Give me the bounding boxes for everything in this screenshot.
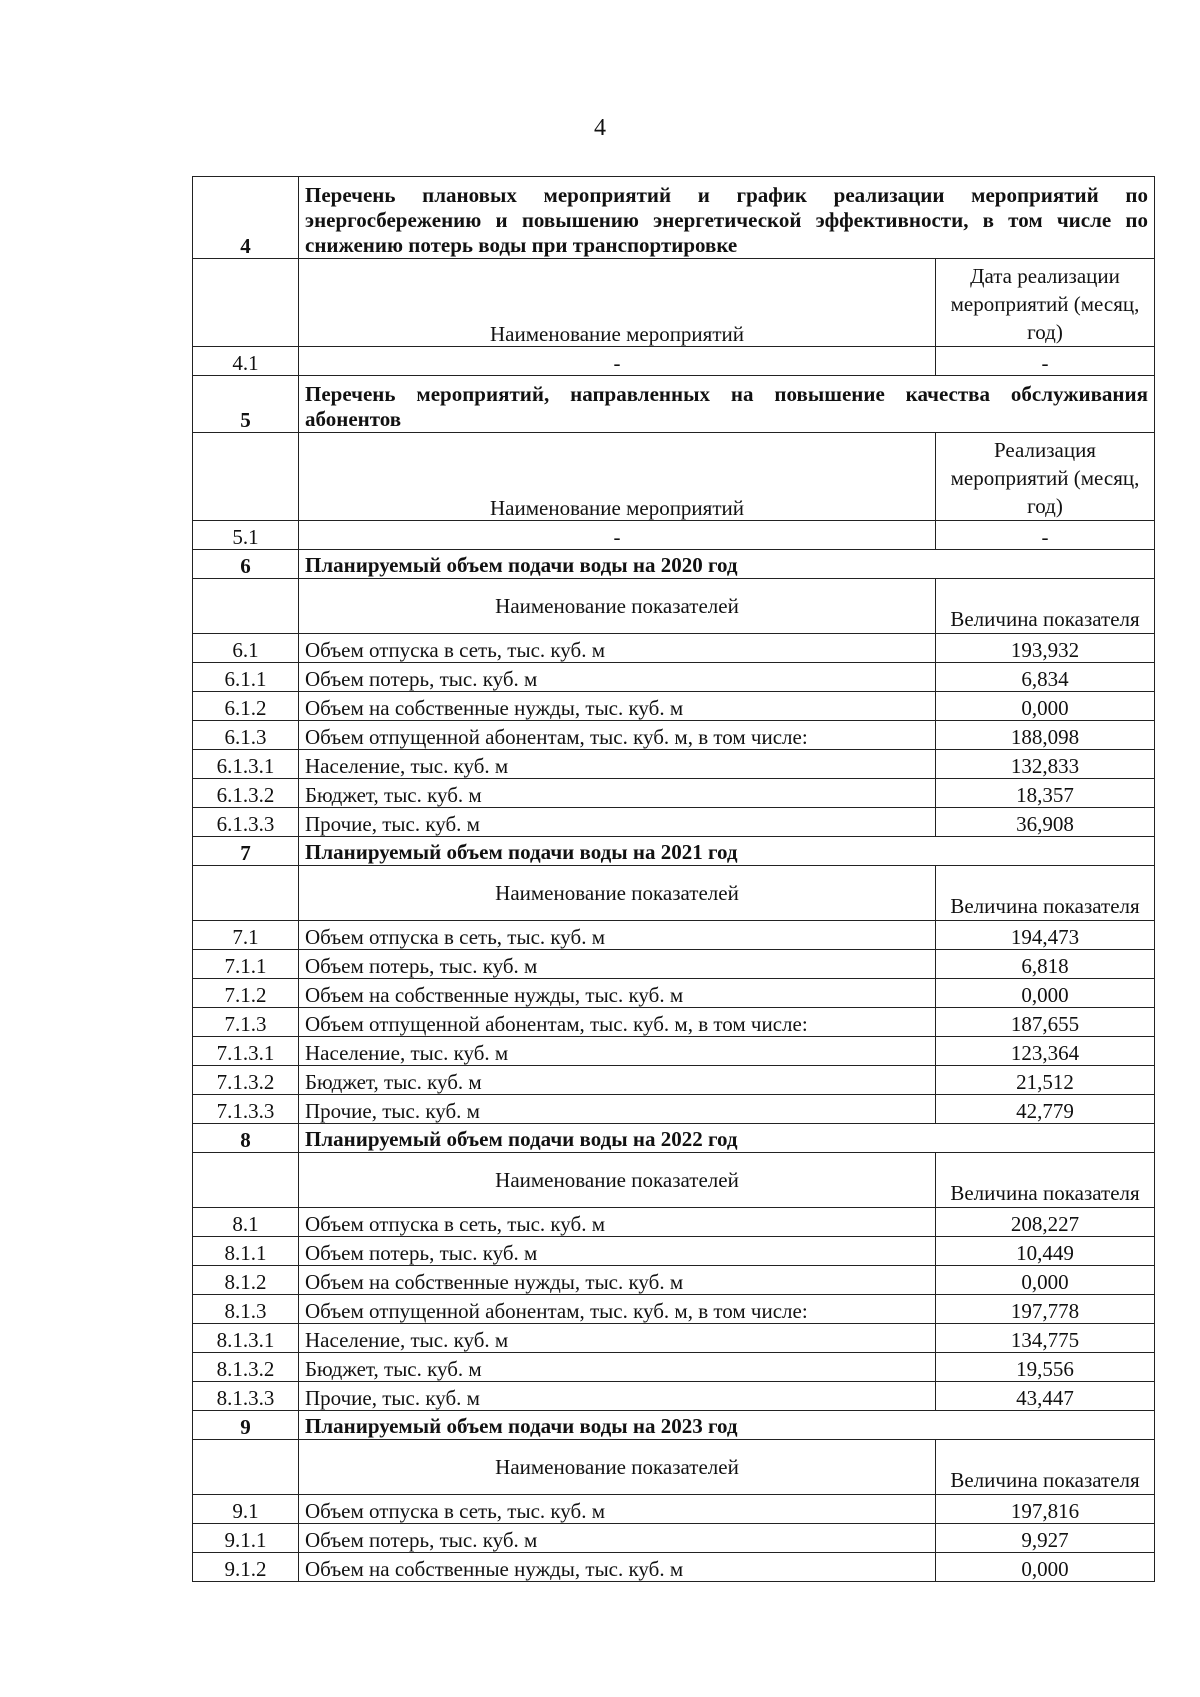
row-value: 19,556	[936, 1353, 1155, 1382]
row-name: Объем отпуска в сеть, тыс. куб. м	[299, 921, 936, 950]
row-name: -	[299, 521, 936, 550]
table-row	[193, 1037, 1155, 1066]
row-number: 8.1	[193, 1208, 299, 1237]
column-header-name: Наименование показателей	[299, 866, 936, 921]
column-header-name: Наименование показателей	[299, 1153, 936, 1208]
row-value: 0,000	[936, 979, 1155, 1008]
row-name: Объем на собственные нужды, тыс. куб. м	[299, 692, 936, 721]
section-number: 7	[193, 837, 299, 866]
row-number: 7.1.2	[193, 979, 299, 1008]
row-number: 9.1	[193, 1495, 299, 1524]
row-value: 0,000	[936, 1553, 1155, 1582]
row-number: 6.1.1	[193, 663, 299, 692]
row-name: Объем потерь, тыс. куб. м	[299, 663, 936, 692]
table-row	[193, 692, 1155, 721]
column-header-name: Наименование показателей	[299, 579, 936, 634]
row-name: Прочие, тыс. куб. м	[299, 808, 936, 837]
row-value: -	[936, 347, 1155, 376]
table-row	[193, 1095, 1155, 1124]
row-value: 9,927	[936, 1524, 1155, 1553]
header-row	[193, 866, 1155, 921]
row-number: 8.1.3.2	[193, 1353, 299, 1382]
table-row	[193, 347, 1155, 376]
empty-cell	[193, 259, 299, 347]
row-value: 43,447	[936, 1382, 1155, 1411]
row-name: Прочие, тыс. куб. м	[299, 1095, 936, 1124]
row-value: 188,098	[936, 721, 1155, 750]
table-row	[193, 1524, 1155, 1553]
row-value: 6,818	[936, 950, 1155, 979]
table-row	[193, 1495, 1155, 1524]
row-value: 18,357	[936, 779, 1155, 808]
row-name: Бюджет, тыс. куб. м	[299, 1353, 936, 1382]
row-name: Объем потерь, тыс. куб. м	[299, 950, 936, 979]
row-value: 187,655	[936, 1008, 1155, 1037]
row-value: 0,000	[936, 1266, 1155, 1295]
row-name: Объем отпуска в сеть, тыс. куб. м	[299, 1495, 936, 1524]
row-number: 6.1.3.3	[193, 808, 299, 837]
row-name: Население, тыс. куб. м	[299, 750, 936, 779]
table-row	[193, 1553, 1155, 1582]
section-number: 8	[193, 1124, 299, 1153]
empty-cell	[193, 433, 299, 521]
row-value: 132,833	[936, 750, 1155, 779]
row-number: 7.1.3.1	[193, 1037, 299, 1066]
table-row	[193, 979, 1155, 1008]
header-row	[193, 1153, 1155, 1208]
table-row	[193, 779, 1155, 808]
row-number: 8.1.3	[193, 1295, 299, 1324]
row-number: 7.1.1	[193, 950, 299, 979]
table-row	[193, 1008, 1155, 1037]
section-title: Планируемый объем подачи воды на 2023 год	[299, 1411, 1155, 1440]
empty-cell	[193, 579, 299, 634]
section-row	[193, 376, 1155, 433]
table-row	[193, 721, 1155, 750]
column-header-value: Величина показателя	[936, 1153, 1155, 1208]
table-row	[193, 1208, 1155, 1237]
section-title: Перечень мероприятий, направленных на повышение качества обслуживания абонентов	[299, 376, 1155, 433]
row-value: 36,908	[936, 808, 1155, 837]
row-name: Бюджет, тыс. куб. м	[299, 779, 936, 808]
row-value: 134,775	[936, 1324, 1155, 1353]
row-value: 6,834	[936, 663, 1155, 692]
row-value: 197,816	[936, 1495, 1155, 1524]
row-number: 8.1.3.1	[193, 1324, 299, 1353]
row-name: Объем отпуска в сеть, тыс. куб. м	[299, 1208, 936, 1237]
table-row	[193, 634, 1155, 663]
section-title: Перечень плановых мероприятий и график реализации мероприятий по энергосбережению и повышению энергетической эффективности, в том числе по снижению потерь воды при транспортировке	[299, 177, 1155, 259]
table-row	[193, 921, 1155, 950]
table-row	[193, 950, 1155, 979]
header-row	[193, 579, 1155, 634]
section-number: 4	[193, 177, 299, 259]
row-number: 6.1	[193, 634, 299, 663]
empty-cell	[193, 1440, 299, 1495]
column-header-name: Наименование мероприятий	[299, 433, 936, 521]
row-value: 0,000	[936, 692, 1155, 721]
column-header-value: Величина показателя	[936, 579, 1155, 634]
column-header-name: Наименование мероприятий	[299, 259, 936, 347]
section-row	[193, 1124, 1155, 1153]
table-row	[193, 1295, 1155, 1324]
plan-table	[192, 176, 1155, 1582]
row-name: Объем отпущенной абонентам, тыс. куб. м, в том числе:	[299, 1008, 936, 1037]
row-number: 6.1.2	[193, 692, 299, 721]
row-value: -	[936, 521, 1155, 550]
page-number: 4	[594, 115, 606, 141]
table-row	[193, 808, 1155, 837]
row-value: 194,473	[936, 921, 1155, 950]
table-row	[193, 1066, 1155, 1095]
section-row	[193, 837, 1155, 866]
row-name: Бюджет, тыс. куб. м	[299, 1066, 936, 1095]
row-name: Объем отпущенной абонентам, тыс. куб. м, в том числе:	[299, 1295, 936, 1324]
table-row	[193, 750, 1155, 779]
row-name: Объем потерь, тыс. куб. м	[299, 1524, 936, 1553]
row-number: 6.1.3	[193, 721, 299, 750]
row-value: 10,449	[936, 1237, 1155, 1266]
section-row	[193, 1411, 1155, 1440]
row-name: Население, тыс. куб. м	[299, 1037, 936, 1066]
row-number: 5.1	[193, 521, 299, 550]
row-number: 9.1.2	[193, 1553, 299, 1582]
row-number: 4.1	[193, 347, 299, 376]
row-value: 193,932	[936, 634, 1155, 663]
row-number: 8.1.1	[193, 1237, 299, 1266]
row-number: 8.1.2	[193, 1266, 299, 1295]
table-row	[193, 1324, 1155, 1353]
column-header-value: Реализация мероприятий (месяц, год)	[936, 433, 1155, 521]
section-number: 5	[193, 376, 299, 433]
row-value: 21,512	[936, 1066, 1155, 1095]
column-header-value: Величина показателя	[936, 866, 1155, 921]
empty-cell	[193, 866, 299, 921]
section-number: 6	[193, 550, 299, 579]
row-name: Объем на собственные нужды, тыс. куб. м	[299, 1266, 936, 1295]
section-row	[193, 550, 1155, 579]
row-name: -	[299, 347, 936, 376]
table-row	[193, 1237, 1155, 1266]
table-row	[193, 1382, 1155, 1411]
empty-cell	[193, 1153, 299, 1208]
column-header-value: Дата реализации мероприятий (месяц, год)	[936, 259, 1155, 347]
row-value: 208,227	[936, 1208, 1155, 1237]
row-name: Население, тыс. куб. м	[299, 1324, 936, 1353]
row-name: Прочие, тыс. куб. м	[299, 1382, 936, 1411]
row-name: Объем потерь, тыс. куб. м	[299, 1237, 936, 1266]
table-row	[193, 521, 1155, 550]
row-name: Объем на собственные нужды, тыс. куб. м	[299, 1553, 936, 1582]
section-number: 9	[193, 1411, 299, 1440]
row-value: 123,364	[936, 1037, 1155, 1066]
header-row	[193, 259, 1155, 347]
column-header-value: Величина показателя	[936, 1440, 1155, 1495]
row-number: 7.1	[193, 921, 299, 950]
section-title: Планируемый объем подачи воды на 2022 год	[299, 1124, 1155, 1153]
table-row	[193, 1266, 1155, 1295]
row-number: 6.1.3.2	[193, 779, 299, 808]
column-header-name: Наименование показателей	[299, 1440, 936, 1495]
row-name: Объем на собственные нужды, тыс. куб. м	[299, 979, 936, 1008]
table-row	[193, 1353, 1155, 1382]
row-number: 6.1.3.1	[193, 750, 299, 779]
row-value: 197,778	[936, 1295, 1155, 1324]
header-row	[193, 1440, 1155, 1495]
section-title: Планируемый объем подачи воды на 2021 год	[299, 837, 1155, 866]
section-title: Планируемый объем подачи воды на 2020 год	[299, 550, 1155, 579]
row-number: 7.1.3	[193, 1008, 299, 1037]
table-row	[193, 663, 1155, 692]
row-number: 9.1.1	[193, 1524, 299, 1553]
header-row	[193, 433, 1155, 521]
row-number: 8.1.3.3	[193, 1382, 299, 1411]
row-value: 42,779	[936, 1095, 1155, 1124]
row-name: Объем отпуска в сеть, тыс. куб. м	[299, 634, 936, 663]
row-number: 7.1.3.2	[193, 1066, 299, 1095]
row-number: 7.1.3.3	[193, 1095, 299, 1124]
row-name: Объем отпущенной абонентам, тыс. куб. м, в том числе:	[299, 721, 936, 750]
section-row	[193, 177, 1155, 259]
